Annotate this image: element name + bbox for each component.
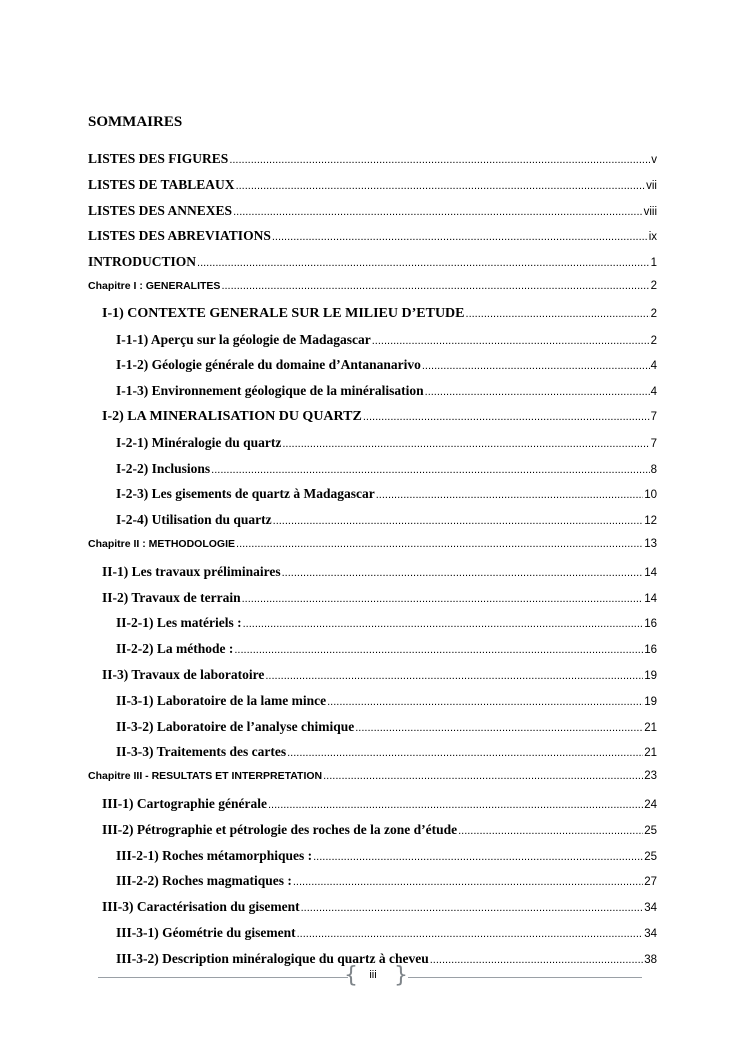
toc-entry-label: II-2-2) La méthode : [116,641,234,657]
toc-entry[interactable] [116,848,657,868]
toc-leader-dots [229,154,650,166]
toc-entry[interactable] [116,357,657,377]
toc-leader-dots [282,438,649,450]
toc-entry[interactable] [102,667,657,687]
footer-left-brace: { [344,963,358,988]
toc-entry[interactable] [88,151,657,171]
toc-entry-label: II-3-3) Traitements des cartes [116,744,287,760]
toc-entry-page: 14 [644,566,657,579]
toc-entry-page: 24 [644,799,657,811]
toc-entry-label: II-3-1) Laboratoire de la lame mince [116,692,327,708]
toc-title: SOMMAIRES [88,114,183,130]
toc-entry-page: 27 [644,876,657,889]
toc-entry-label: I-2-4) Utilisation du quartz [116,512,272,528]
toc-leader-dots [287,747,643,759]
toc-leader-dots [372,335,650,347]
toc-leader-dots [466,308,650,320]
toc-entry-label: INTRODUCTION [88,254,197,270]
toc-entry-page: 14 [644,592,657,605]
toc-entry-page: v [651,154,657,166]
toc-entry-page: 25 [644,824,657,837]
toc-entry[interactable] [116,641,657,661]
toc-entry-page: 19 [644,695,657,708]
toc-entry-page: 1 [650,257,657,270]
toc-entry-page: 2 [650,307,657,320]
footer-rule-right [408,977,642,978]
toc-leader-dots [197,257,650,269]
toc-entry[interactable] [102,306,657,326]
toc-entry[interactable] [116,873,657,893]
toc-entry-label: III-1) Cartographie générale [102,796,267,811]
toc-entry-page: 16 [644,618,657,631]
toc-leader-dots [301,902,644,914]
toc-entry[interactable] [116,486,657,506]
toc-leader-dots [425,386,650,398]
toc-entry[interactable] [88,203,657,223]
toc-entry-label: III-3-1) Géométrie du gisement [116,925,296,940]
toc-entry-label: I-2-3) Les gisements de quartz à Madagascar [116,486,375,502]
toc-entry[interactable] [116,951,657,971]
toc-entry-page: 21 [644,747,657,760]
toc-leader-dots [273,515,644,527]
toc-entry-label: II-1) Les travaux préliminaires [102,563,281,579]
toc-entry-label: II-2) Travaux de terrain [102,589,241,605]
toc-leader-dots [430,954,643,966]
toc-entry-label: I-2) LA MINERALISATION DU QUARTZ [102,409,362,424]
toc-entry[interactable] [102,409,657,429]
toc-entry-page: 21 [644,721,657,734]
toc-leader-dots [268,799,643,811]
toc-entry-page: 12 [644,515,657,528]
toc-entry[interactable] [116,383,657,403]
toc-leader-dots [363,411,650,423]
toc-entry-page: 38 [644,953,657,966]
toc-leader-dots [458,825,643,837]
toc-entry-page: 8 [650,463,657,476]
toc-entry[interactable] [102,796,657,816]
toc-entry-label: LISTES DE TABLEAUX [88,176,235,192]
toc-entry[interactable] [116,332,657,352]
toc-entry[interactable] [116,461,657,481]
toc-entry-page: 7 [650,411,657,423]
toc-entry-page: 34 [644,902,657,915]
toc-leader-dots [355,722,643,734]
toc-entry[interactable] [116,435,657,455]
toc-entry[interactable] [102,590,657,610]
toc-leader-dots [297,928,644,940]
toc-entry-label: II-2-1) Les matériels : [116,615,242,631]
toc-entry[interactable] [116,744,657,764]
toc-entry-label: Chapitre II : METHODOLOGIE [88,538,236,550]
toc-entry[interactable] [88,538,657,558]
toc-entry[interactable] [88,177,657,197]
toc-entry[interactable] [102,822,657,842]
toc-leader-dots [272,231,648,243]
toc-entry[interactable] [88,280,657,300]
toc-leader-dots [242,593,644,605]
toc-entry-page: 19 [644,670,657,682]
toc-leader-dots [376,489,643,501]
toc-leader-dots [211,464,649,476]
toc-leader-dots [327,696,643,708]
toc-leader-dots [243,618,644,630]
toc-leader-dots [234,644,643,656]
toc-entry-label: III-3) Caractérisation du gisement [102,899,300,915]
toc-leader-dots [323,770,643,782]
toc-leader-dots [221,280,649,292]
toc-entry-page: 4 [650,360,657,373]
toc-entry-page: ix [648,231,657,244]
toc-entry-label: I-1) CONTEXTE GENERALE SUR LE MILIEU D’ETUDE [102,305,465,321]
toc-entry[interactable] [88,770,657,790]
toc-entry[interactable] [116,693,657,713]
toc-entry-page: 10 [644,489,657,502]
toc-entry-label: I-2-2) Inclusions [116,460,211,476]
toc-entry-page: 13 [644,538,657,550]
toc-leader-dots [282,567,644,579]
toc-entry-page: 25 [644,850,657,863]
toc-entry[interactable] [116,925,657,945]
toc-entry-page: 2 [650,334,657,347]
toc-entry[interactable] [88,228,657,248]
toc-entry[interactable] [116,512,657,532]
toc-entry-label: LISTES DES ANNEXES [88,202,233,218]
toc-entry[interactable] [102,564,657,584]
toc-entry-label: III-2-2) Roches magmatiques : [116,873,292,889]
toc-entry-page: 2 [650,280,657,292]
toc-entry-label: I-1-1) Aperçu sur la géologie de Madagascar [116,331,371,347]
footer-right-brace: } [394,963,408,988]
toc-leader-dots [236,180,646,192]
toc-leader-dots [265,670,643,682]
toc-entry-label: III-2-1) Roches métamorphiques : [116,847,313,863]
toc-leader-dots [313,851,643,863]
toc-entry-page: 23 [644,770,657,783]
toc-entry[interactable] [102,899,657,919]
toc-entry-label: LISTES DES FIGURES [88,151,229,166]
toc-entry[interactable] [88,254,657,274]
toc-leader-dots [236,538,643,550]
toc-entry-label: LISTES DES ABREVIATIONS [88,228,271,244]
toc-leader-dots [422,360,650,372]
toc-entry-page: 34 [644,928,657,940]
toc-entry-page: 16 [644,644,657,657]
toc-entry-label: I-1-2) Géologie générale du domaine d’Antananarivo [116,357,421,373]
toc-entry[interactable] [116,719,657,739]
toc-entry-label: II-3) Travaux de laboratoire [102,667,265,682]
toc-entry-label: Chapitre III - RESULTATS ET INTERPRETATION [88,770,323,783]
toc-entry-label: III-3-2) Description minéralogique du quartz à cheveu [116,950,429,966]
toc-entry-label: I-2-1) Minéralogie du quartz [116,434,282,450]
toc-entry-page: vii [646,179,657,192]
toc-entry-label: III-2) Pétrographie et pétrologie des roches de la zone d’étude [102,821,458,837]
footer-rule-left [98,977,348,978]
footer-page-number: iii [369,969,377,981]
toc-entry-page: viii [643,205,657,218]
toc-entry-page: 4 [650,386,657,399]
toc-entry[interactable] [116,615,657,635]
toc-leader-dots [293,876,643,888]
toc-entry-label: II-3-2) Laboratoire de l’analyse chimique [116,718,355,734]
toc-entry-page: 7 [650,437,657,450]
toc-leader-dots [233,206,643,218]
toc-entry-label: Chapitre I : GENERALITES [88,280,221,292]
toc-entry-label: I-1-3) Environnement géologique de la minéralisation [116,383,424,399]
